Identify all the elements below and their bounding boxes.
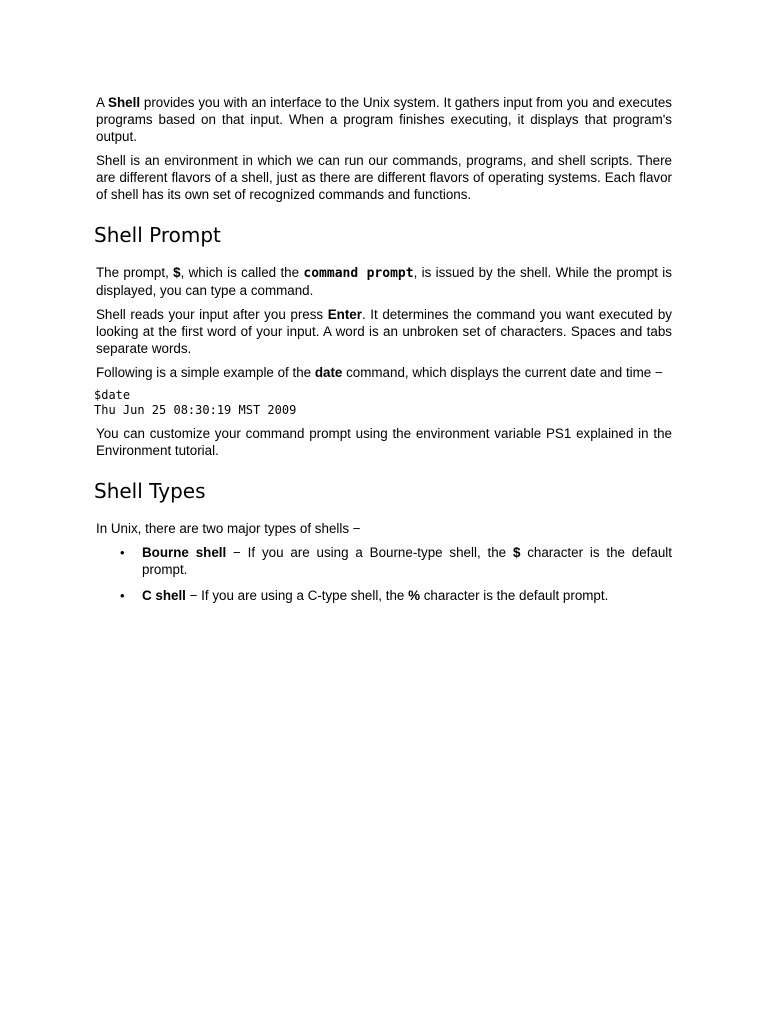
text-run: − If you are using a C-type shell, the — [185, 588, 409, 603]
bold-term-date: date — [314, 365, 343, 380]
text-run: command, which displays the current date and time − — [342, 365, 663, 380]
document-page — [96, 94, 672, 613]
bold-symbol-dollar: $ — [173, 265, 181, 280]
shell-prompt-paragraph-2 — [96, 306, 672, 357]
text-run: A — [96, 95, 109, 110]
intro-paragraph-2: Shell is an environment in which we can run our commands, programs, and shell scripts. There are different flavors of a shell, just as there are different flavors of operating systems. Each flavor of shell has its own set of recognized commands and functions. — [96, 153, 672, 202]
text-run: Shell reads your input after you press — [96, 307, 328, 322]
text-run: . It determines the command you want executed by looking at the first word of your input. A word is an unbroken set of characters. Spaces and tabs separate words. — [96, 307, 672, 356]
text-run: Following is a simple example of the — [96, 365, 315, 380]
text-run: , is issued by the shell. While the prompt is displayed, you can type a command. — [96, 265, 672, 298]
text-run: character is the default prompt. — [420, 588, 609, 603]
bold-symbol-percent: % — [408, 588, 421, 603]
shell-prompt-paragraph-4: You can customize your command prompt using the environment variable PS1 explained in the Environment tutorial. — [96, 426, 672, 458]
intro-paragraph-1 — [96, 94, 672, 145]
bullet-icon: • — [120, 545, 125, 560]
bold-term-command-prompt: command prompt — [303, 266, 414, 281]
heading-shell-types: Shell Types — [94, 479, 206, 503]
bold-term-enter: Enter — [327, 307, 362, 322]
bold-term-shell: Shell — [108, 95, 141, 110]
code-line-output: Thu Jun 25 08:30:19 MST 2009 — [94, 403, 297, 417]
shell-prompt-paragraph-3 — [96, 364, 672, 381]
code-line-command: $date — [94, 388, 131, 402]
text-run: character is the default prompt. — [142, 545, 672, 577]
bold-term-bourne-shell: Bourne shell — [142, 545, 227, 560]
shell-types-intro: In Unix, there are two major types of shells − — [96, 521, 361, 536]
text-run: The prompt, — [96, 265, 174, 280]
text-run: , which is called the — [180, 265, 304, 280]
list-item-bourne-shell — [96, 544, 672, 578]
shell-prompt-paragraph-1 — [96, 264, 672, 299]
text-run: − If you are using a Bourne-type shell, the — [226, 545, 513, 560]
shell-types-list — [96, 544, 672, 604]
heading-shell-prompt: Shell Prompt — [94, 223, 221, 247]
bold-symbol-dollar: $ — [512, 545, 521, 560]
bullet-icon: • — [120, 588, 125, 603]
code-block — [94, 388, 672, 418]
bold-term-c-shell: C shell — [142, 588, 186, 603]
list-item-c-shell — [96, 587, 672, 604]
text-run: provides you with an interface to the Unix system. It gathers input from you and executes programs based on that input. When a program finishes executing, it displays that program's output. — [96, 95, 672, 144]
